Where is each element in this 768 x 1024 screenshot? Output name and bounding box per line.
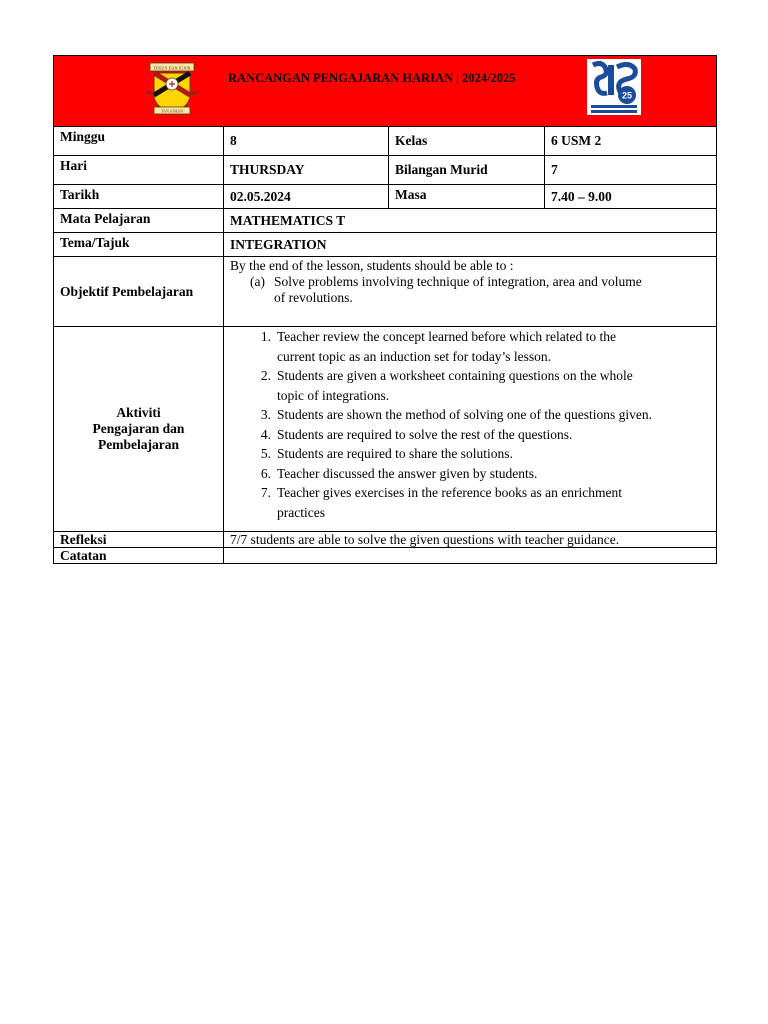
aktiviti-label [54, 327, 224, 532]
list-item: 4. Students are required to solve the rest of the questions. [260, 426, 573, 442]
lesson-plan-sheet [53, 55, 716, 564]
tarikh-value: 02.05.2024 [224, 185, 389, 209]
objektif-intro: By the end of the lesson, students should be able to : [230, 258, 514, 273]
aktiviti-label-line3: Pembelajaran [98, 437, 179, 452]
row-hari [54, 156, 717, 185]
aktiviti-label-line1: Aktiviti [116, 405, 161, 420]
list-item: 1. Teacher review the concept learned before which related to the current topic as an induction set for today’s lesson. [260, 329, 616, 364]
lesson-plan-table [53, 55, 717, 564]
objektif-item-marker: (a) [250, 274, 265, 289]
row-aktiviti [54, 327, 717, 532]
aktiviti-label-line2: Pengajaran dan [92, 421, 185, 436]
hari-value: THURSDAY [224, 156, 389, 185]
tarikh-label: Tarikh [54, 185, 224, 209]
minggu-label: Minggu [54, 127, 224, 156]
page-title: RANCANGAN PENGAJARAN HARIAN | 2024/2025 [228, 71, 516, 85]
row-tema [54, 233, 717, 257]
objektif-label: Objektif Pembelajaran [54, 257, 224, 327]
masa-label: Masa [389, 185, 545, 209]
crest-motto-top: TEKUN DAN JUJUR [153, 65, 191, 71]
objektif-item-line2: of revolutions. [274, 290, 353, 305]
list-item: 6. Teacher discussed the answer given by students. [260, 465, 538, 481]
hari-label: Hari [54, 156, 224, 185]
bilangan-label: Bilangan Murid [389, 156, 545, 185]
header-band [54, 56, 717, 127]
tema-label: Tema/Tajuk [54, 233, 224, 257]
masa-value: 7.40 – 9.00 [545, 185, 717, 209]
objektif-item [250, 274, 710, 306]
list-item: 2. Students are given a worksheet containing questions on the whole topic of integrations. [260, 368, 633, 403]
row-refleksi [54, 532, 717, 548]
mata-pelajaran-value: MATHEMATICS T [224, 209, 717, 233]
school-crest-icon [144, 61, 200, 117]
kelas-label: Kelas [389, 127, 545, 156]
row-tarikh [54, 185, 717, 209]
row-minggu [54, 127, 717, 156]
mata-pelajaran-label: Mata Pelajaran [54, 209, 224, 233]
row-catatan [54, 548, 717, 564]
list-item: 7. Teacher gives exercises in the reference books as an enrichment practices [260, 485, 623, 520]
aktiviti-list [230, 327, 710, 522]
list-item: 3. Students are shown the method of solving one of the questions given. [260, 407, 652, 422]
refleksi-value: 7/7 students are able to solve the given questions with teacher guidance. [224, 532, 717, 548]
catatan-value [224, 548, 717, 564]
catatan-label: Catatan [54, 548, 224, 564]
refleksi-label: Refleksi [54, 532, 224, 548]
objektif-content [230, 258, 710, 306]
row-objektif [54, 257, 717, 327]
tema-value: INTEGRATION [224, 233, 717, 257]
anniversary-logo-icon [587, 59, 641, 115]
objektif-item-line1: Solve problems involving technique of integration, area and volume [274, 274, 642, 289]
row-mata-pelajaran [54, 209, 717, 233]
bilangan-value: 7 [545, 156, 717, 185]
minggu-value: 8 [224, 127, 389, 156]
kelas-value: 6 USM 2 [545, 127, 717, 156]
logo-number: 25 [621, 90, 633, 101]
crest-motto-bottom: TAN JOHAN [160, 108, 184, 114]
list-item: 5. Students are required to share the solutions. [260, 446, 513, 461]
